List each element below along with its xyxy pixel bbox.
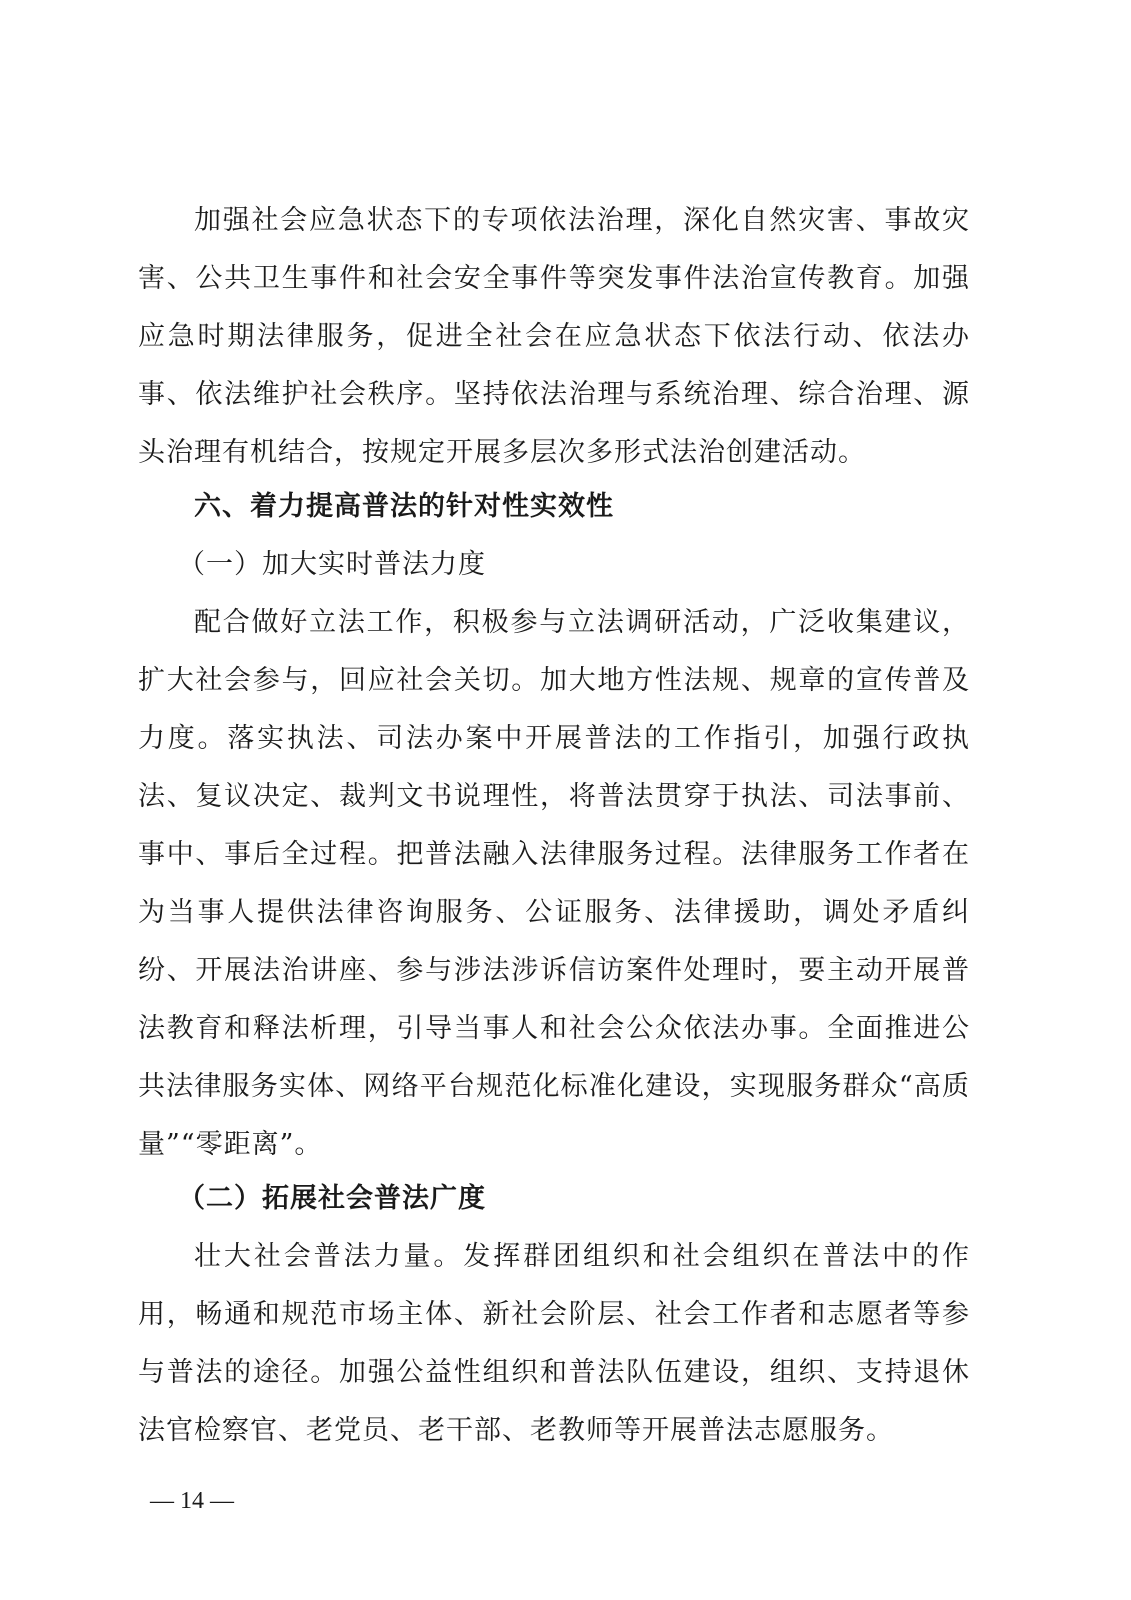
paragraph-emergency-governance: 加强社会应急状态下的专项依法治理，深化自然灾害、事故灾害、公共卫生事件和社会安全事件等突发事件法治宣传教育。加强应急时期法律服务，促进全社会在应急状态下依法行动、依法办事、依法维护社会秩序。坚持依法治理与系统治理、综合治理、源头治理有机结合，按规定开展多层次多形式法治创建活动。: [138, 205, 970, 468]
subsection-heading-1: （一）加大实时普法力度: [178, 549, 486, 580]
section-heading: 六、着力提高普法的针对性实效性: [194, 491, 614, 522]
subsection-heading-2: （二）拓展社会普法广度: [178, 1183, 486, 1214]
page-number: — 14 —: [150, 1488, 234, 1514]
paragraph-social-legal-education: 壮大社会普法力量。发挥群团组织和社会组织在普法中的作用，畅通和规范市场主体、新社会阶层、社会工作者和志愿者等参与普法的途径。加强公益性组织和普法队伍建设，组织、支持退休法官检察官、老党员、老干部、老教师等开展普法志愿服务。: [138, 1241, 970, 1446]
paragraph-realtime-legal-education: 配合做好立法工作，积极参与立法调研活动，广泛收集建议，扩大社会参与，回应社会关切。加大地方性法规、规章的宣传普及力度。落实执法、司法办案中开展普法的工作指引，加强行政执法、复议决定、裁判文书说理性，将普法贯穿于执法、司法事前、事中、事后全过程。把普法融入法律服务过程。法律服务工作者在为当事人提供法律咨询服务、公证服务、法律援助，调处矛盾纠纷、开展法治讲座、参与涉法涉诉信访案件处理时，要主动开展普法教育和释法析理，引导当事人和社会公众依法办事。全面推进公共法律服务实体、网络平台规范化标准化建设，实现服务群众“高质量”“零距离”。: [138, 607, 970, 1160]
